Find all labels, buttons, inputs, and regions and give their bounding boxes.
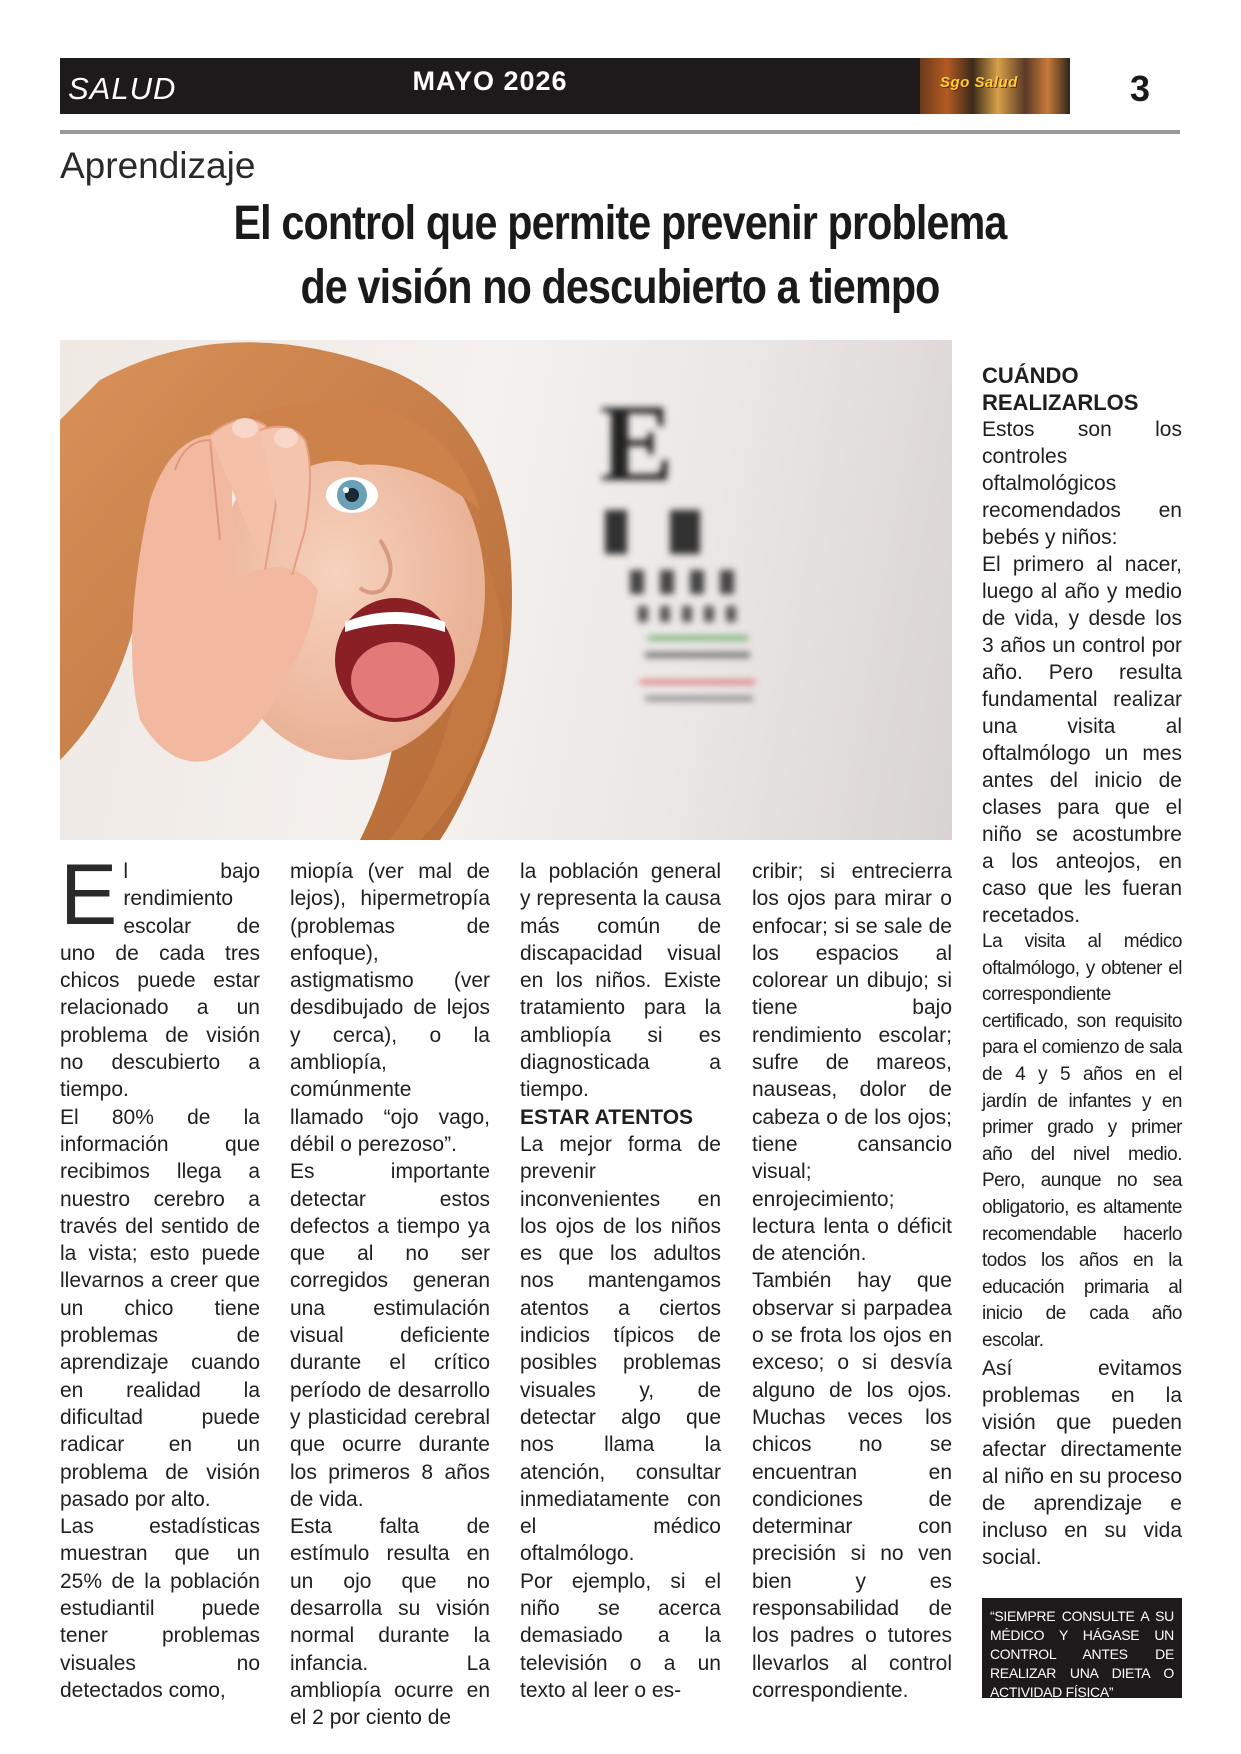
issue-date: MAYO 2026 <box>412 66 568 96</box>
header-divider <box>60 130 1180 134</box>
header-bar <box>60 58 920 114</box>
article-column-3 <box>520 858 721 1704</box>
article-photo <box>60 340 952 840</box>
child-eye-test-illustration <box>60 340 952 840</box>
headline-line-1: El control que permite prevenir problema <box>233 197 1007 250</box>
logo-text: Sgo Salud <box>940 74 1018 91</box>
article-paragraph: Las estadísticas muestran que un 25% de la población estudiantil puede tener problemas visuales no detectados como, <box>60 1515 260 1702</box>
article-paragraph: Así evitamos problemas en la visión que pueden afectar directamente al niño en su proceso de aprendizaje e incluso en su vida social. <box>982 1356 1182 1569</box>
article-column-4 <box>752 858 952 1704</box>
article-paragraph: La mejor forma de prevenir inconvenientes en los ojos de los niños es que los adultos nos mantengamos atentos a ciertos indicios típicos de posibles problemas visuales y, de detectar algo que nos llama la atención, consultar inmediatamente con el médico oftalmólogo. <box>520 1132 721 1566</box>
publication-logo <box>920 58 1070 114</box>
article-paragraph: El primero al nacer, luego al año y medio de vida, y desde los 3 años un control por año. Pero resulta fundamental realizar una visita al oftalmólogo un mes antes del inicio de clases para que el niño se acostumbre a los anteojos, en caso que les fueran recetados. <box>982 553 1182 927</box>
article-column-2 <box>290 858 490 1732</box>
headline-line-2: de visión no descubierto a tiempo <box>300 261 940 314</box>
drop-cap: E <box>60 847 118 943</box>
article-paragraph: El 80% de la información que recibimos llega a nuestro cerebro a través del sentido de la vista; esto puede llevarnos a creer que un chico tiene problemas de aprendizaje cuando en realidad la dificultad puede radicar en un problema de visión pasado por alto. <box>60 1105 260 1511</box>
article-paragraph: La visita al médico oftalmólogo, y obtener el correspondiente certificado, son requisito para el comienzo de sala de 4 y 5 años en el jardín de infantes y en primer grado y primer año del nivel medio. Pero, aunque no sea obligatorio, es altamente recomendable hacerlo todos los años en la educación primaria al inicio de cada año escolar. <box>982 931 1182 1351</box>
article-kicker: Aprendizaje <box>60 145 256 186</box>
section-subhead: ESTAR ATENTOS <box>520 1105 694 1129</box>
article-paragraph: Por ejemplo, si el niño se acerca demasiado a la televisión o a un texto al leer o es- <box>520 1569 721 1702</box>
article-paragraph: Es importante detectar estos defectos a tiempo ya que al no ser corregidos generan una estimulación visual deficiente durante el crítico período de desarrollo y plasticidad cerebral que ocurre durante los primeros 8 años de vida. <box>290 1160 490 1511</box>
article-column-1 <box>60 847 260 1704</box>
article-paragraph: la población general y representa la causa más común de discapacidad visual en los niños. Existe tratamiento para la ambliopía si es diagnosticada a tiempo. <box>520 860 721 1102</box>
health-notice-text: “SIEMPRE CONSULTE A SU MÉDICO Y HÁGASE UN CONTROL ANTES DE REALIZAR UNA DIETA O ACTIVIDAD FÍSICA” <box>990 1608 1174 1700</box>
section-name: SALUD <box>68 71 177 106</box>
health-notice-box <box>982 1598 1182 1698</box>
article-paragraph: También hay que observar si parpadea o se frota los ojos en exceso; o si desvía alguno de los ojos. Muchas veces los chicos no se encuentran en condiciones de determinar con precisión si no ven bien y es responsabilidad de los padres o tutores llevarlos al control correspondiente. <box>752 1269 952 1702</box>
article-headline <box>173 192 1067 320</box>
article-paragraph: cribir; si entrecierra los ojos para mirar o enfocar; si se sale de los espacios al colorear un dibujo; si tiene bajo rendimiento escolar; sufre de mareos, nauseas, dolor de cabeza o de los ojos; tiene cansancio visual; enrojecimiento; lectura lenta o déficit de atención. <box>752 860 952 1266</box>
section-subhead: CUÁNDO REALIZARLOS <box>982 363 1139 415</box>
page-number: 3 <box>1130 68 1151 109</box>
article-paragraph: El bajo rendimiento escolar de uno de cada tres chicos puede estar relacionado a un problema de visión no descubierto a tiempo. <box>60 847 260 1102</box>
eye-chart <box>600 382 755 701</box>
sidebar-column <box>982 362 1182 1571</box>
article-paragraph: miopía (ver mal de lejos), hipermetropía (problemas de enfoque), astigmatismo (ver desdibujado de lejos y cerca), o la ambliopía, comúnmente llamado “ojo vago, débil o perezoso”. <box>290 860 490 1156</box>
article-paragraph: Estos son los controles oftalmológicos recomendados en bebés y niños: <box>982 418 1182 549</box>
chart-letter: E <box>600 382 674 504</box>
article-paragraph: Esta falta de estímulo resulta en un ojo que no desarrolla su visión normal durante la infancia. La ambliopía ocurre en el 2 por ciento de <box>290 1515 490 1730</box>
